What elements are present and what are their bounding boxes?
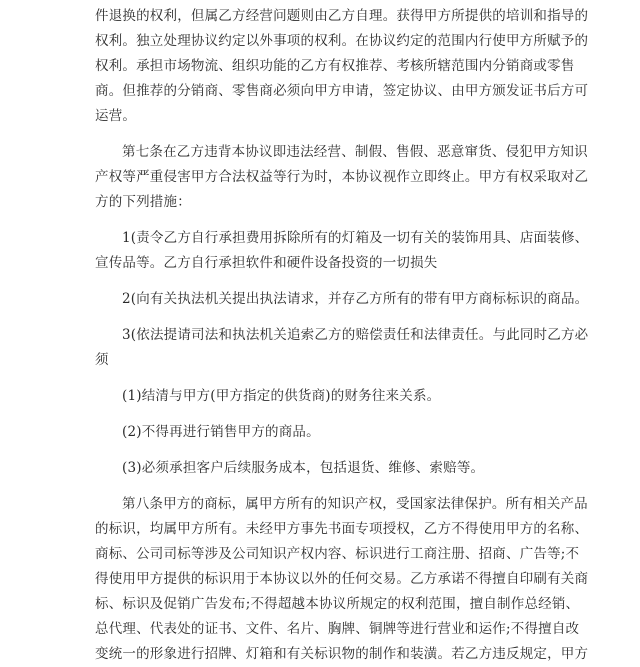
paragraph-gap [95,129,545,140]
contract-text-body [95,4,589,667]
text-line: 商。但推荐的分销商、零售商必须向甲方申请，签定协议、由甲方颁发证书后方可 [95,83,589,99]
text-line: 变统一的形象进行招牌、灯箱和有关标识物的制作和装潢。若乙方违反规定，甲方 [95,646,589,662]
paragraph-gap [95,215,545,226]
paragraph-gap [95,445,545,456]
text-line: 产权等严重侵害甲方合法权益等行为时，本协议视作立即终止。甲方有权采取对乙 [95,169,589,185]
text-line: 权利。独立处理协议约定以外事项的权利。在协议约定的范围内行使甲方所赋予的 [95,33,589,49]
measure-2-line: 2(向有关执法机关提出执法请求，并存乙方所有的带有甲方商标标识的商品。 [122,291,589,307]
text-line: 标、标识及促销广告发布;不得超越本协议所规定的权利范围，擅自制作总经销、 [95,596,580,612]
article-7-heading-line: 第七条在乙方违背本协议即违法经营、制假、售假、恶意窜货、侵犯甲方知识 [122,144,588,160]
paragraph-gap [95,409,545,420]
text-line: 得使用甲方提供的标识用于本协议以外的任何交易。乙方承诺不得擅自印刷有关商 [95,571,589,587]
text-line: 运营。 [95,108,137,124]
paragraph-gap [95,312,545,323]
text-line: 宣传品等。乙方自行承担软件和硬件设备投资的一切损失 [95,255,438,271]
text-line: 总代理、代表处的证书、文件、名片、胸牌、铜牌等进行营业和运作;不得擅自改 [95,621,580,637]
text-line: 方的下列措施： [95,194,191,210]
sub-item-2-line: (2)不得再进行销售甲方的商品。 [122,424,320,440]
text-line: 商标、公司司标等涉及公司知识产权内容、标识进行工商注册、招商、广告等;不 [95,546,580,562]
text-line: 的标识，均属甲方所有。未经甲方事先书面专项授权，乙方不得使用甲方的名称、 [95,521,589,537]
text-line: 件退换的权利，但属乙方经营问题则由乙方自理。获得甲方所提供的培训和指导的 [95,8,589,24]
sub-item-3-line: (3)必须承担客户后续服务成本，包括退货、维修、索赔等。 [122,460,485,476]
sub-item-1-line: (1)结清与甲方(甲方指定的供货商)的财务往来关系。 [122,388,441,404]
measure-1-line: 1(责令乙方自行承担费用拆除所有的灯箱及一切有关的装饰用具、店面装修、 [122,230,589,246]
paragraph-gap [95,373,545,384]
text-line: 权利。承担市场物流、组织功能的乙方有权推荐、考核所辖范围内分销商或零售 [95,58,575,74]
article-8-heading-line: 第八条甲方的商标，属甲方所有的知识产权，受国家法律保护。所有相关产品 [122,496,588,512]
measure-3-line: 3(依法提请司法和执法机关追索乙方的赔偿责任和法律责任。与此同时乙方必 [122,327,589,343]
paragraph-gap [95,276,545,287]
paragraph-gap [95,481,545,492]
text-line: 须 [95,352,109,368]
